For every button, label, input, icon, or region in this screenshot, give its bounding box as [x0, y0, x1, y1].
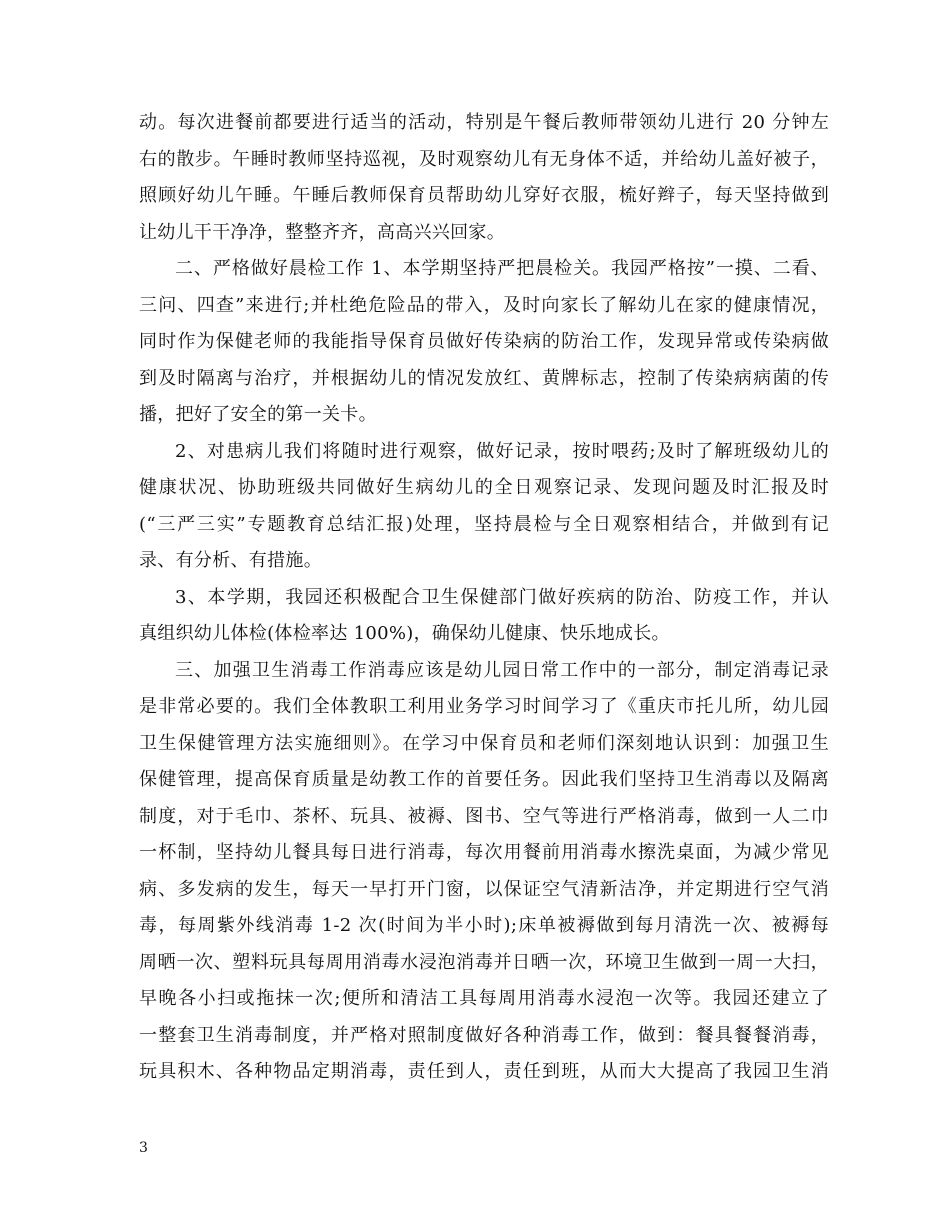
- text-line: 到及时隔离与治疗，并根据幼儿的情况发放红、黄牌标志，控制了传染病病菌的传: [139, 367, 829, 389]
- text-line: 三问、四查”来进行;并杜绝危险品的带入，及时向家长了解幼儿在家的健康情况，: [139, 294, 829, 316]
- text-line: 三、加强卫生消毒工作消毒应该是幼儿园日常工作中的一部分，制定消毒记录: [175, 659, 829, 681]
- text-line: 一整套卫生消毒制度，并严格对照制度做好各种消毒工作，做到：餐具餐餐消毒，: [139, 1024, 829, 1046]
- text-line: 早晚各小扫或拖抹一次;便所和清洁工具每周用消毒水浸泡一次等。我园还建立了: [139, 988, 829, 1009]
- text-line: 制度，对于毛巾、茶杯、玩具、被褥、图书、空气等进行严格消毒，做到一人二巾: [139, 805, 829, 827]
- text-line: 让幼儿干干净净，整整齐齐，高高兴兴回家。: [139, 221, 505, 243]
- text-line: 播，把好了安全的第一关卡。: [139, 404, 377, 425]
- text-line: 卫生保健管理方法实施细则》。在学习中保育员和老师们深刻地认识到：加强卫生: [139, 732, 829, 754]
- text-line: 一杯制，坚持幼儿餐具每日进行消毒，每次用餐前用消毒水擦洗桌面，为减少常见: [139, 842, 829, 863]
- text-line: 是非常必要的。我们全体教职工利用业务学习时间学习了《重庆市托儿所，幼儿园: [139, 696, 829, 717]
- text-line: 同时作为保健老师的我能指导保育员做好传染病的防治工作，发现异常或传染病做: [139, 331, 829, 352]
- text-line: 毒，每周紫外线消毒 1-2 次(时间为半小时);床单被褥做到每月清洗一次、被褥每: [139, 915, 829, 936]
- text-line: 真组织幼儿体检(体检率达 100%)，确保幼儿健康、快乐地成长。: [139, 623, 670, 644]
- text-line: 录、有分析、有措施。: [139, 550, 322, 571]
- text-line: 照顾好幼儿午睡。午睡后教师保育员帮助幼儿穿好衣服，梳好辫子，每天坚持做到: [139, 185, 829, 206]
- text-line: 2、对患病儿我们将随时进行观察，做好记录，按时喂药;及时了解班级幼儿的: [175, 440, 829, 462]
- text-line: 右的散步。午睡时教师坚持巡视，及时观察幼儿有无身体不适，并给幼儿盖好被子，: [139, 148, 829, 170]
- text-line: 周晒一次、塑料玩具每周用消毒水浸泡消毒并日晒一次，环境卫生做到一周一大扫，: [139, 951, 829, 973]
- text-line: 玩具积木、各种物品定期消毒，责任到人，责任到班，从而大大提高了我园卫生消: [139, 1061, 829, 1082]
- text-line: 二、严格做好晨检工作 1、本学期坚持严把晨检关。我园严格按”一摸、二看、: [175, 258, 829, 279]
- text-line: 3、本学期，我园还积极配合卫生保健部门做好疾病的防治、防疫工作，并认: [175, 586, 829, 608]
- text-line: 病、多发病的发生，每天一早打开门窗，以保证空气清新洁净，并定期进行空气消: [139, 878, 829, 900]
- text-line: 保健管理，提高保育质量是幼教工作的首要任务。因此我们坚持卫生消毒以及隔离: [139, 769, 829, 790]
- text-line: 动。每次进餐前都要进行适当的活动，特别是午餐后教师带领幼儿进行 20 分钟左: [139, 112, 829, 133]
- page-number: 3: [139, 1140, 148, 1156]
- document-body: [139, 112, 829, 1098]
- text-line: 健康状况、协助班级共同做好生病幼儿的全日观察记录、发现问题及时汇报及时: [139, 477, 829, 498]
- text-line: (“三严三实”专题教育总结汇报)处理，坚持晨检与全日观察相结合，并做到有记: [139, 513, 829, 535]
